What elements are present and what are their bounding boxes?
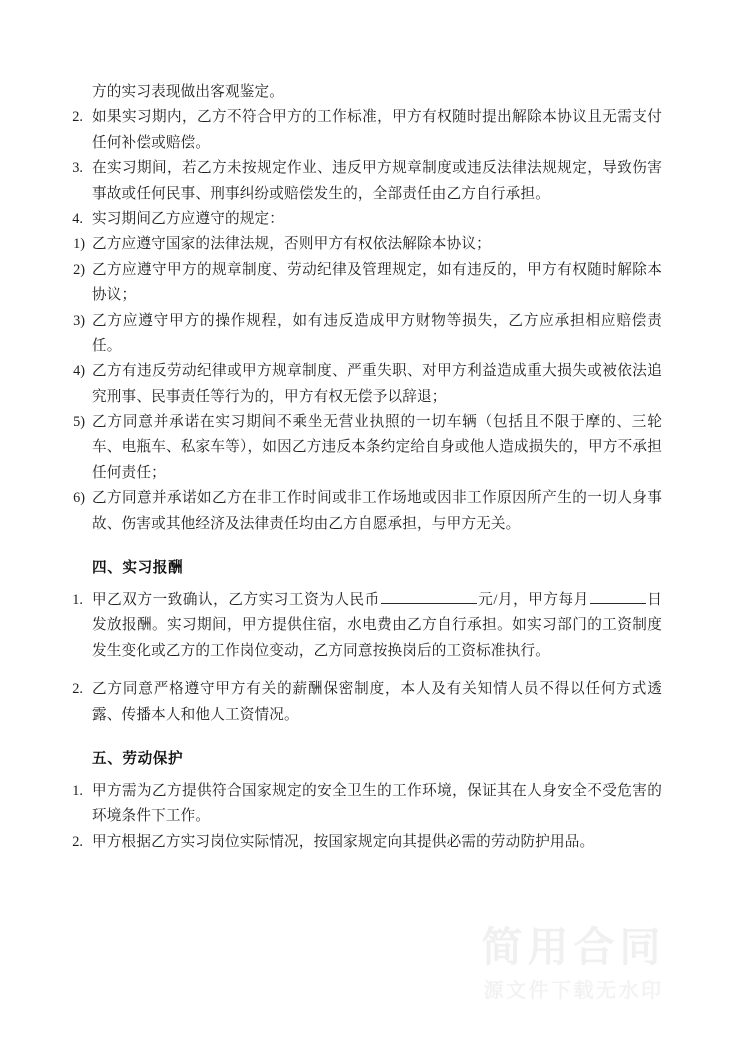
section-heading-four: 四、实习报酬 xyxy=(92,560,184,577)
watermark xyxy=(441,922,706,1003)
list-marker: 1. xyxy=(72,782,83,799)
sub-clause-text: 乙方有违反劳动纪律或甲方规章制度、严重失职、对甲方利益造成重大损失或被依法追究刑事、民事责任等行为的，甲方有权无偿予以辞退； xyxy=(92,363,662,405)
section-five-clause-2 xyxy=(62,830,662,855)
sub-clause-item xyxy=(62,258,662,309)
watermark-sub-text: 源文件下载无水印 xyxy=(483,978,664,1002)
list-marker: 4) xyxy=(73,363,85,380)
paragraph-continuation xyxy=(62,80,662,105)
section-four-clause-1 xyxy=(62,588,662,664)
sub-clause-text: 乙方应遵守甲方的操作规程，如有违反造成甲方财物等损失，乙方应承担相应赔偿责任。 xyxy=(92,312,662,354)
sub-clause-item xyxy=(62,232,662,257)
list-marker: 2. xyxy=(72,681,83,698)
section-heading-five: 五、劳动保护 xyxy=(92,750,184,767)
clause-text: 在实习期间，若乙方未按规定作业、违反甲方规章制度或违反法律法规规定，导致伤害事故或任何民事、刑事纠纷或赔偿发生的，全部责任由乙方自行承担。 xyxy=(92,160,662,202)
sub-clause-text: 乙方同意并承诺在实习期间不乘坐无营业执照的一切车辆（包括且不限于摩的、三轮车、电瓶车、私家车等），如因乙方违反本条约定给自身或他人造成损失的，甲方不承担任何责任； xyxy=(92,414,662,481)
section-four-clause-2-text: 乙方同意严格遵守甲方有关的薪酬保密制度，本人及有关知情人员不得以任何方式透露、传播本人和他人工资情况。 xyxy=(92,681,662,723)
clause-item xyxy=(62,207,662,232)
paragraph-continuation-text: 方的实习表现做出客观鉴定。 xyxy=(92,84,285,100)
payday-blank-field[interactable] xyxy=(590,589,646,604)
spacer xyxy=(62,664,662,677)
section-five-clause-1 xyxy=(62,779,662,830)
list-marker: 1) xyxy=(73,236,85,253)
list-marker: 2. xyxy=(72,833,83,850)
section-five-clause-2-text: 甲方根据乙方实习岗位实际情况，按国家规定向其提供必需的劳动防护用品。 xyxy=(92,833,595,850)
amount-blank-field[interactable] xyxy=(381,589,477,604)
clause-text: 如果实习期内，乙方不符合甲方的工作标准，甲方有权随时提出解除本协议且无需支付任何补偿或赔偿。 xyxy=(92,109,662,151)
clause-text-part-b: 元/月，甲方每月 xyxy=(477,592,589,609)
list-marker: 2) xyxy=(73,261,85,278)
list-marker: 6) xyxy=(73,490,85,507)
sub-clause-text: 乙方应遵守国家的法律法规，否则甲方有权依法解除本协议； xyxy=(92,236,491,253)
sub-clause-item xyxy=(62,410,662,486)
list-marker: 3) xyxy=(73,312,85,329)
watermark-main-text: 简用合同 xyxy=(481,922,666,971)
sub-clause-text: 乙方应遵守甲方的规章制度、劳动纪律及管理规定，如有违反的，甲方有权随时解除本协议； xyxy=(92,261,662,304)
list-marker: 3. xyxy=(72,160,83,177)
list-marker: 2. xyxy=(72,109,83,126)
sub-clause-item xyxy=(62,359,662,410)
clause-item xyxy=(62,105,662,156)
clause-text-part-c: 日发放报酬。实习期间，甲方提供住宿，水电费由乙方自行承担。如实习部门的工资制度发生变化或乙方的工作岗位变动，乙方同意按换岗后的工资标准执行。 xyxy=(92,592,663,659)
section-four-clause-1-text xyxy=(92,588,662,664)
sub-clause-text: 乙方同意并承诺如乙方在非工作时间或非工作场地或因非工作原因所产生的一切人身事故、伤害或其他经济及法律责任均由乙方自愿承担，与甲方无关。 xyxy=(92,490,662,532)
clause-text-part-a: 甲乙双方一致确认，乙方实习工资为人民币 xyxy=(92,592,380,609)
sub-clause-item xyxy=(62,486,662,537)
clause-text: 实习期间乙方应遵守的规定： xyxy=(92,210,285,227)
clause-item xyxy=(62,156,662,207)
list-marker: 4. xyxy=(72,210,83,227)
document-body xyxy=(62,80,662,855)
list-marker: 1. xyxy=(72,592,83,609)
section-four-clause-2 xyxy=(62,677,662,728)
list-marker: 5) xyxy=(73,414,85,431)
section-five-clause-1-text: 甲方需为乙方提供符合国家规定的安全卫生的工作环境，保证其在人身安全不受危害的环境条件下工作。 xyxy=(92,782,662,825)
sub-clause-item xyxy=(62,309,662,360)
